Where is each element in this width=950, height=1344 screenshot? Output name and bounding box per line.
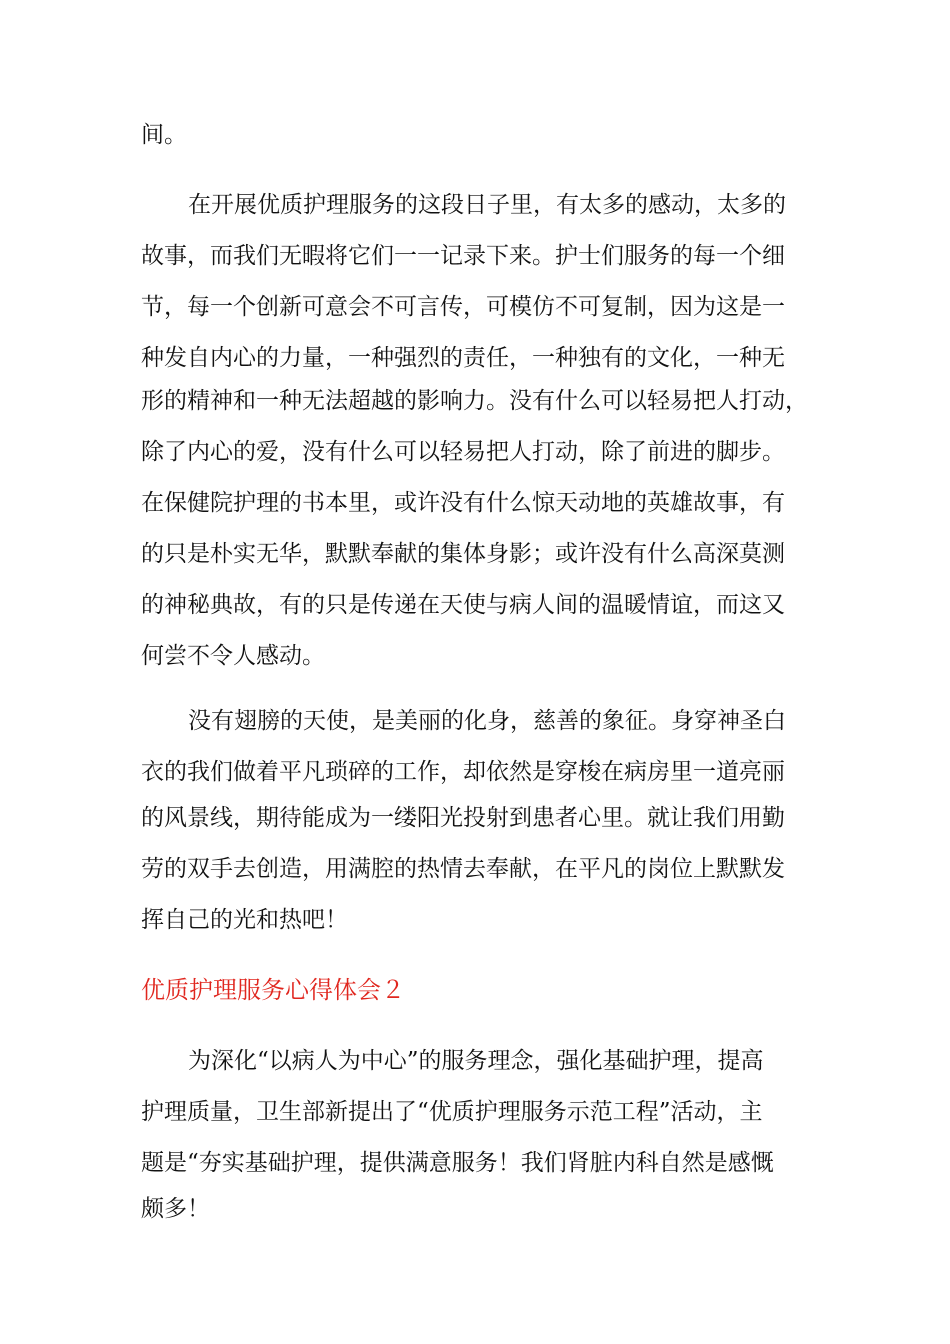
paragraph-2-line: 形的精神和一种无法超越的影响力。没有什么可以轻易把人打动， — [141, 388, 808, 414]
section-2-heading: 优质护理服务心得体会２ — [141, 976, 405, 1004]
paragraph-2-line: 故事，而我们无暇将它们一一记录下来。护士们服务的每一个细 — [141, 243, 785, 269]
paragraph-2-line: 除了内心的爱，没有什么可以轻易把人打动，除了前进的脚步。 — [141, 439, 785, 465]
paragraph-2-line: 的神秘典故，有的只是传递在天使与病人间的温暖情谊，而这又 — [141, 592, 785, 618]
paragraph-2-line: 在保健院护理的书本里，或许没有什么惊天动地的英雄故事，有 — [141, 490, 785, 516]
paragraph-2-line: 在开展优质护理服务的这段日子里，有太多的感动，太多的 — [188, 192, 786, 218]
paragraph-2-line: 何尝不令人感动。 — [141, 643, 325, 669]
paragraph-3-line: 挥自己的光和热吧！ — [141, 907, 348, 933]
section-2-line: 为深化“以病人为中心”的服务理念，强化基础护理，提高 — [188, 1048, 764, 1074]
paragraph-3-line: 没有翅膀的天使，是美丽的化身，慈善的象征。身穿神圣白 — [188, 708, 786, 734]
section-2-line: 颇多！ — [141, 1196, 210, 1222]
paragraph-2-line: 节，每一个创新可意会不可言传，可模仿不可复制，因为这是一 — [141, 294, 785, 320]
paragraph-2-line: 的只是朴实无华，默默奉献的集体身影；或许没有什么高深莫测 — [141, 541, 785, 567]
section-2-line: 护理质量，卫生部新提出了“优质护理服务示范工程”活动，主 — [141, 1099, 763, 1125]
paragraph-2-line: 种发自内心的力量，一种强烈的责任，一种独有的文化，一种无 — [141, 345, 785, 371]
section-2-line: 题是“夯实基础护理，提供满意服务！我们肾脏内科自然是感慨 — [141, 1150, 774, 1176]
paragraph-3-line: 衣的我们做着平凡琐碎的工作，却依然是穿梭在病房里一道亮丽 — [141, 759, 785, 785]
paragraph-3-line: 劳的双手去创造，用满腔的热情去奉献，在平凡的岗位上默默发 — [141, 856, 785, 882]
paragraph-continuation-line: 间。 — [141, 122, 187, 148]
paragraph-3-line: 的风景线，期待能成为一缕阳光投射到患者心里。就让我们用勤 — [141, 805, 785, 831]
